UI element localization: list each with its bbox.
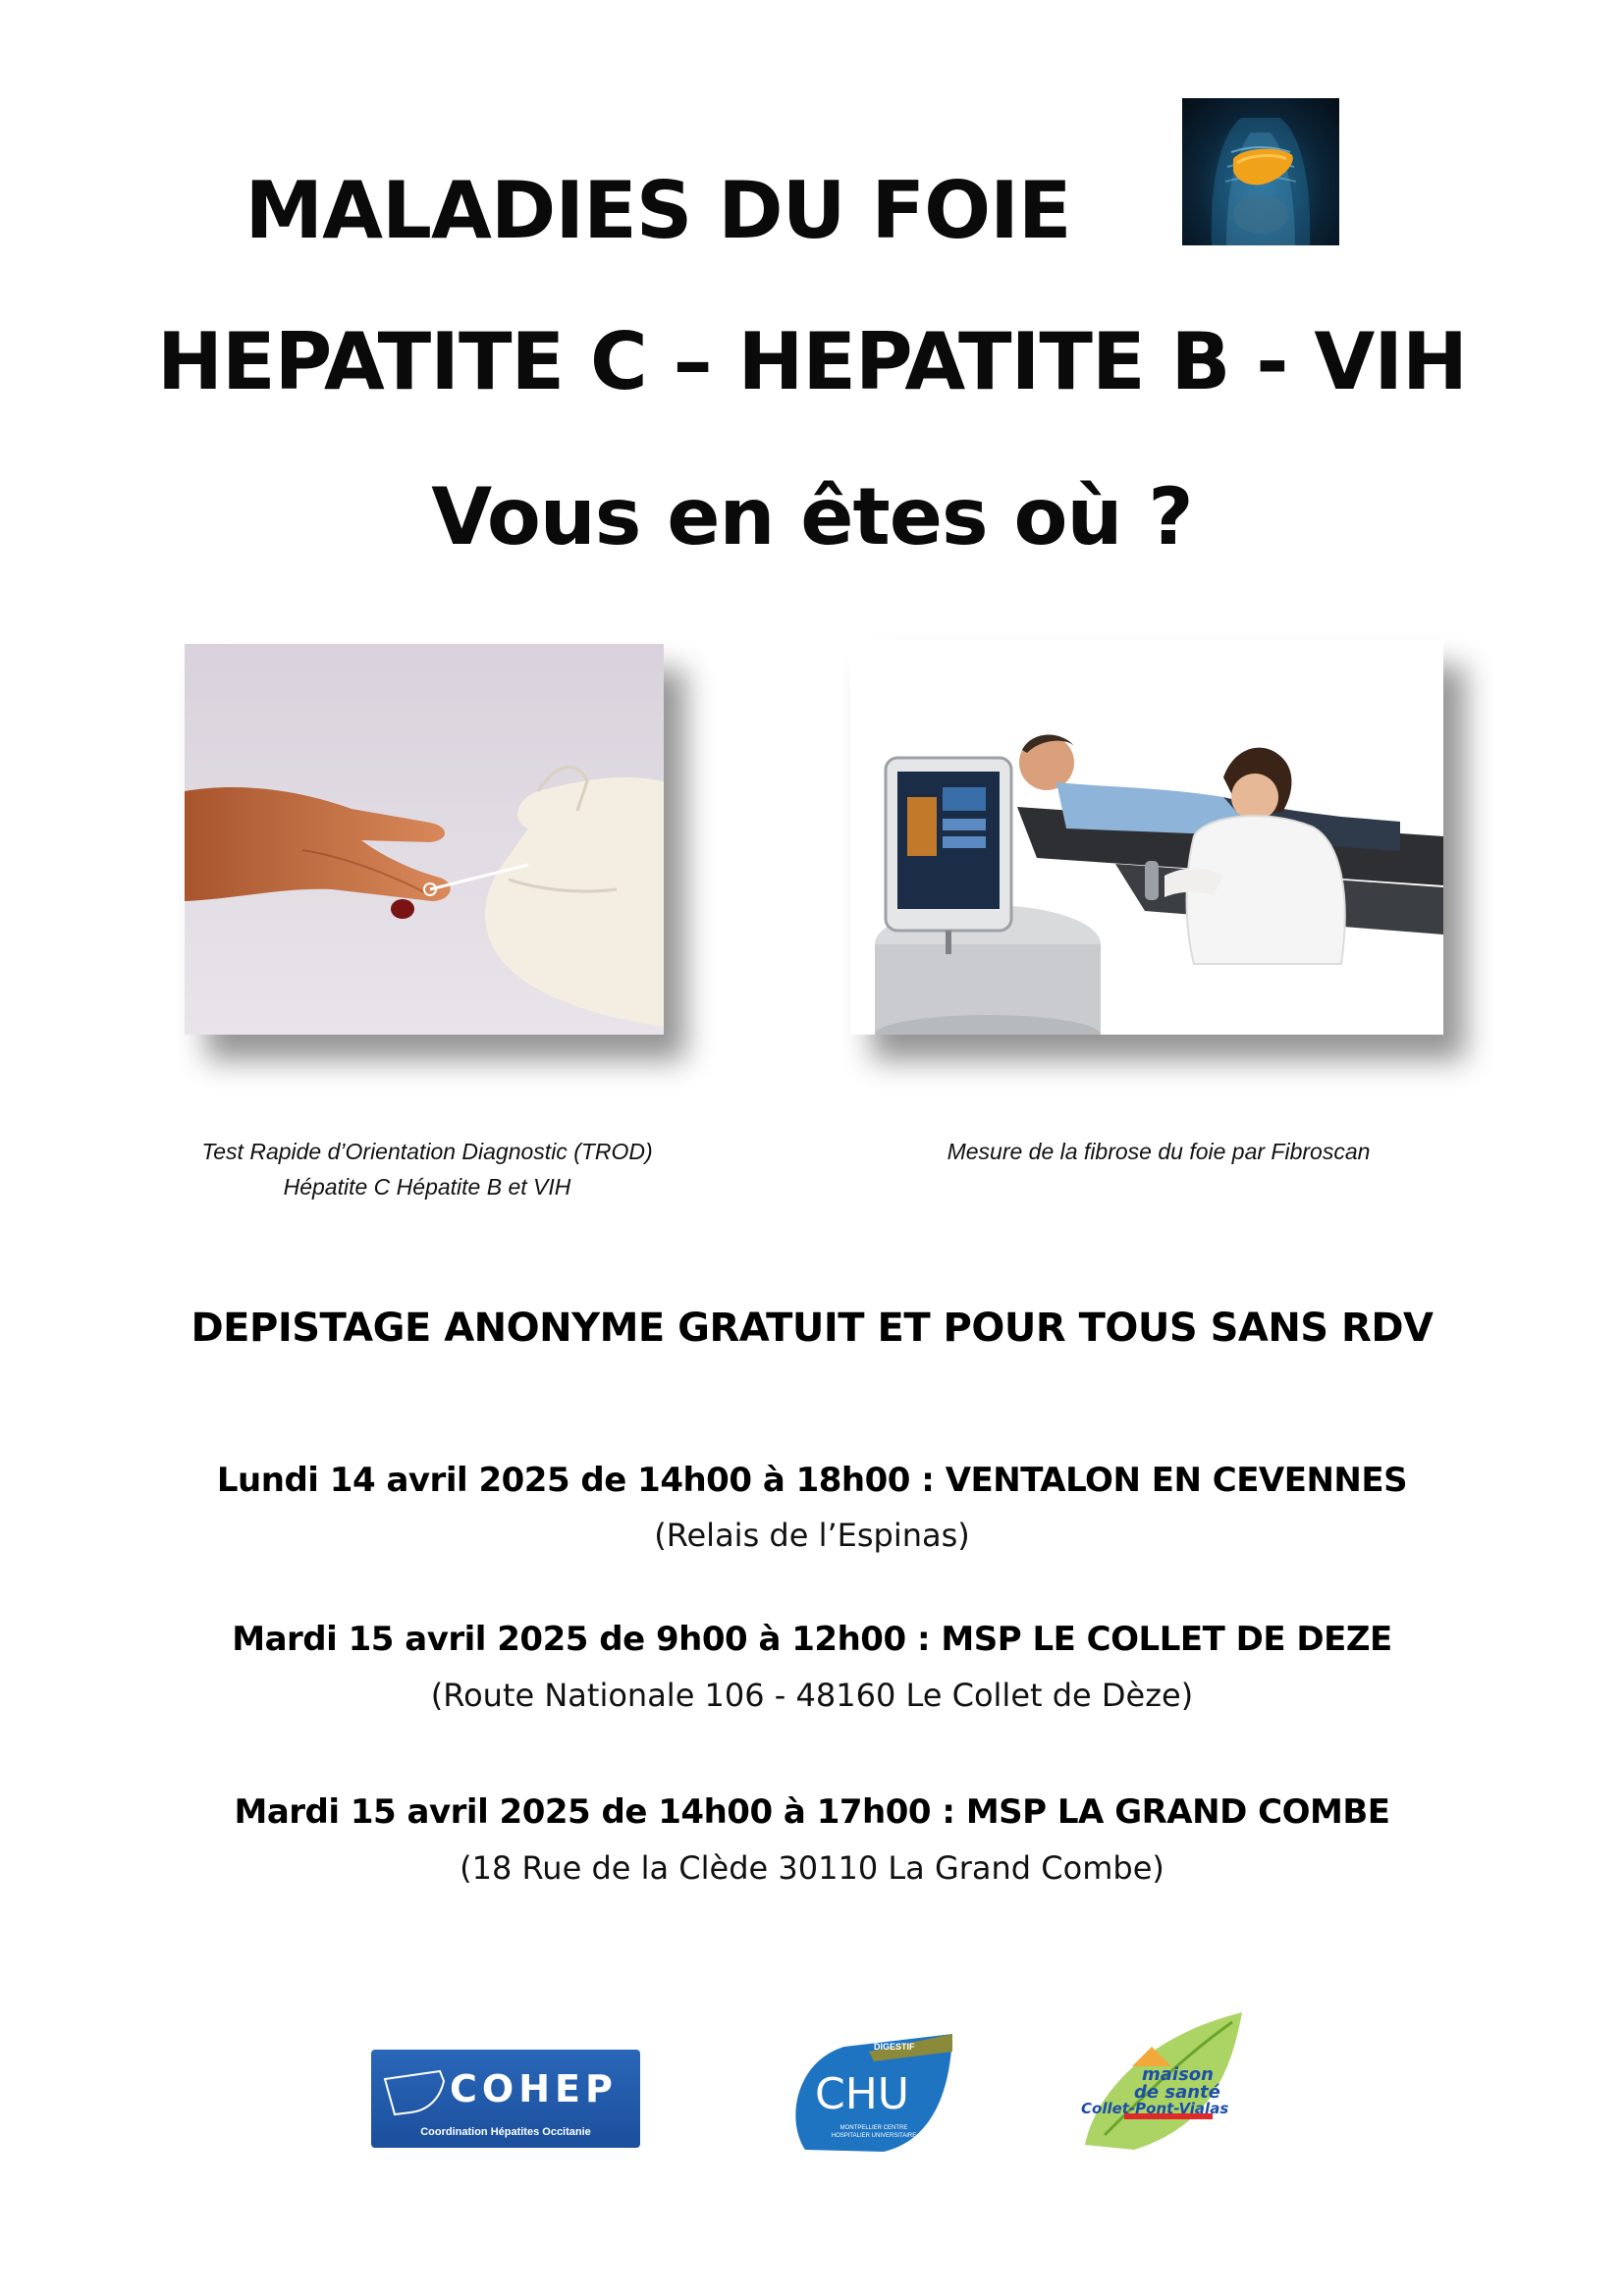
trod-caption-line-1: Test Rapide d’Orientation Diagnostic (TROD) xyxy=(201,1139,653,1164)
event-3-location: (18 Rue de la Clède 30110 La Grand Combe) xyxy=(460,1849,1164,1887)
event-1-title: Lundi 14 avril 2025 de 14h00 à 18h00 : VENTALON EN CEVENNES xyxy=(216,1461,1408,1500)
chu-tag: DIGESTIF xyxy=(874,2042,915,2052)
event-2-location: (Route Nationale 106 - 48160 Le Collet de Dèze) xyxy=(430,1677,1194,1714)
chu-wordmark: CHU xyxy=(815,2069,910,2119)
event-1-location: (Relais de l’Espinas) xyxy=(654,1517,970,1554)
cohep-logo xyxy=(371,2050,640,2148)
event-3-title: Mardi 15 avril 2025 de 14h00 à 17h00 : MSP LA GRAND COMBE xyxy=(234,1792,1390,1832)
depistage-heading: DEPISTAGE ANONYME GRATUIT ET POUR TOUS SANS RDV xyxy=(190,1306,1434,1351)
msp-line-2: de santé xyxy=(1134,2082,1220,2103)
msp-line-3: Collet-Pont-Vialas xyxy=(1081,2100,1229,2117)
trod-caption-line-2: Hépatite C Hépatite B et VIH xyxy=(283,1174,571,1200)
fibroscan-caption: Mesure de la fibrose du foie par Fibroscan xyxy=(947,1139,1371,1164)
cohep-wordmark: COHEP xyxy=(450,2067,618,2110)
trod-illustration xyxy=(185,644,664,1035)
title-line-1: MALADIES DU FOIE xyxy=(244,165,1071,256)
title-line-3: Vous en êtes où ? xyxy=(431,471,1193,562)
chu-subtitle: MONTPELLIER CENTRE HOSPITALIER UNIVERSITAIRE xyxy=(831,2125,917,2139)
cohep-subtitle: Coordination Hépatites Occitanie xyxy=(420,2126,591,2138)
msp-logo xyxy=(1075,2007,1252,2155)
msp-line-1: maison xyxy=(1142,2064,1214,2085)
event-2-title: Mardi 15 avril 2025 de 9h00 à 12h00 : MSP LE COLLET DE DEZE xyxy=(232,1620,1392,1659)
trod-caption xyxy=(147,1134,707,1204)
title-line-2: HEPATITE C – HEPATITE B - VIH xyxy=(157,316,1467,407)
liver-anatomy-illustration xyxy=(1182,98,1339,245)
trod-photo xyxy=(185,644,664,1035)
fibroscan-illustration xyxy=(850,640,1443,1035)
chu-logo xyxy=(776,2022,962,2160)
liver-anatomy-image xyxy=(1182,98,1339,245)
fibroscan-photo xyxy=(850,640,1443,1035)
